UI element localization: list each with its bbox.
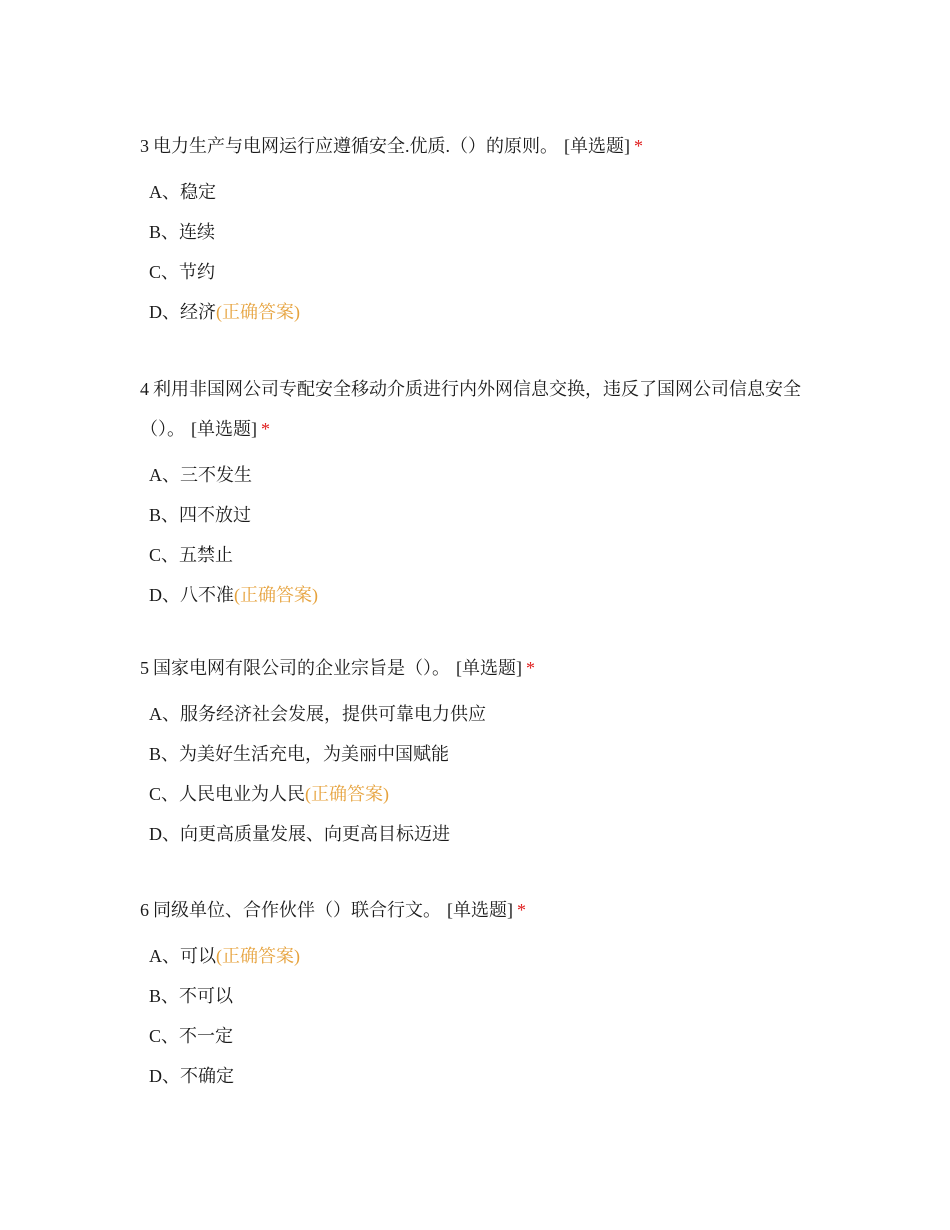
correct-answer-tag: (正确答案) [216,946,300,966]
correct-answer-tag: (正确答案) [216,302,300,322]
option-a [149,936,820,976]
question-title [140,369,820,449]
option-letter: B、 [149,505,180,525]
option-letter: C、 [149,262,180,282]
option-letter: C、 [149,1026,180,1046]
option-text: 经济 [180,302,216,322]
option-text: 五禁止 [179,545,234,565]
option-text: 向更高质量发展、向更高目标迈进 [180,824,450,844]
option-b [149,976,820,1016]
option-c [149,774,820,814]
question-5 [140,648,820,854]
question-text: 电力生产与电网运行应遵循安全.优质.（）的原则。 [153,136,558,156]
option-text: 服务经济社会发展，提供可靠电力供应 [180,704,486,724]
option-letter: C、 [149,545,180,565]
option-text: 稳定 [180,182,216,202]
option-d [149,292,820,332]
question-6 [140,890,820,1096]
option-letter: A、 [149,465,180,485]
question-type: [单选题] [564,136,630,156]
option-letter: D、 [149,302,180,322]
question-3 [140,126,820,332]
option-text: 人民电业为人民 [179,784,306,804]
required-mark: * [634,136,643,156]
option-c [149,252,820,292]
option-letter: B、 [149,744,180,764]
option-letter: D、 [149,824,180,844]
option-text: 八不准 [180,585,234,605]
question-text: 利用非国网公司专配安全移动介质进行内外网信息交换，违反了国网公司信息安全（）。 [140,379,801,439]
question-text: 国家电网有限公司的企业宗旨是（）。 [153,658,450,678]
required-mark: * [517,900,526,920]
option-a [149,455,820,495]
correct-answer-tag: (正确答案) [234,585,318,605]
option-text: 四不放过 [179,505,252,525]
question-4 [140,369,820,615]
option-text: 可以 [180,946,216,966]
option-b [149,734,820,774]
option-text: 节约 [179,262,216,282]
option-text: 连续 [179,222,216,242]
option-text: 为美好生活充电，为美丽中国赋能 [179,744,450,764]
question-title [140,648,820,688]
question-number: 3 [140,136,149,156]
option-d [149,1056,820,1096]
option-letter: A、 [149,704,180,724]
question-number: 5 [140,658,149,678]
correct-answer-tag: (正确答案) [305,784,390,804]
option-letter: D、 [149,585,180,605]
question-type: [单选题] [447,900,513,920]
option-d [149,575,820,615]
option-text: 不可以 [179,986,234,1006]
required-mark: * [526,658,535,678]
option-c [149,535,820,575]
option-c [149,1016,820,1056]
option-letter: B、 [149,222,180,242]
option-b [149,495,820,535]
option-list [140,936,820,1096]
option-d [149,814,820,854]
option-letter: A、 [149,946,180,966]
option-text: 三不发生 [180,465,252,485]
question-type: [单选题] [456,658,522,678]
option-a [149,172,820,212]
option-letter: C、 [149,784,180,804]
option-text: 不一定 [179,1026,234,1046]
question-number: 6 [140,900,149,920]
option-a [149,694,820,734]
option-letter: D、 [149,1066,180,1086]
option-letter: A、 [149,182,180,202]
option-text: 不确定 [180,1066,234,1086]
question-title [140,890,820,930]
option-letter: B、 [149,986,180,1006]
question-text: 同级单位、合作伙伴（）联合行文。 [153,900,441,920]
question-title [140,126,820,166]
option-list [140,455,820,615]
option-b [149,212,820,252]
question-type: [单选题] [191,419,257,439]
option-list [140,172,820,332]
option-list [140,694,820,854]
question-number: 4 [140,379,149,399]
required-mark: * [261,419,270,439]
